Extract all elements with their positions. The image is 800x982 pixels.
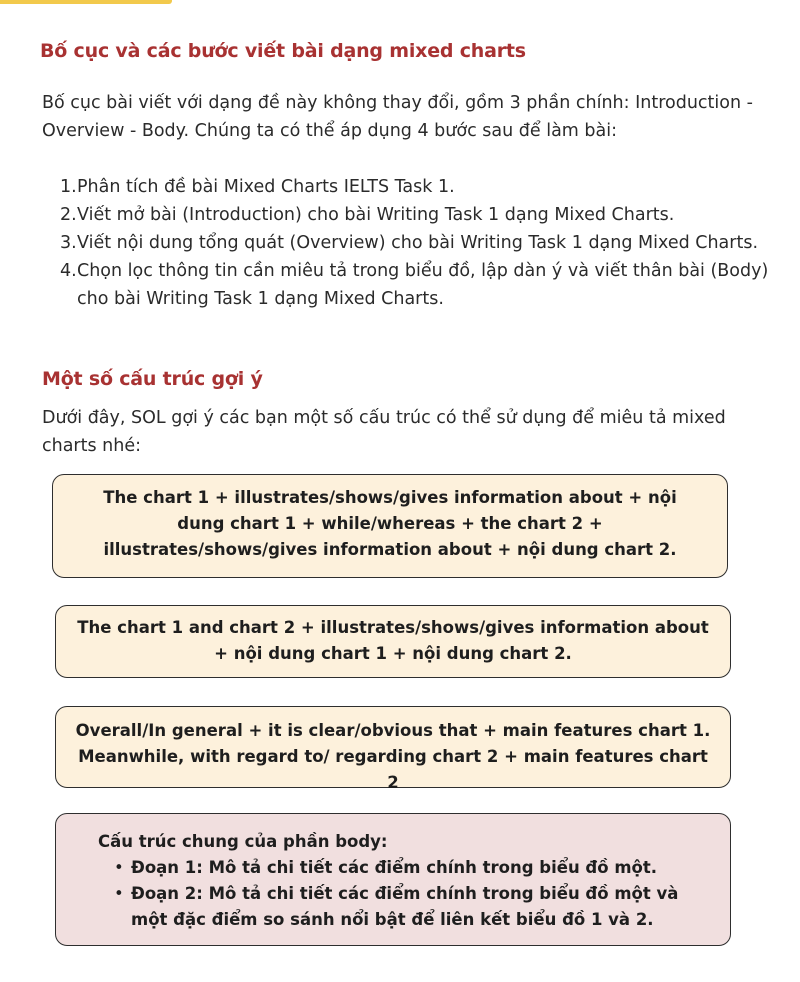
list-item — [98, 881, 710, 933]
section-title-suggested-structures: Một số cấu trúc gợi ý — [42, 368, 263, 390]
step-number: 1. — [60, 177, 77, 197]
bullet-icon: • — [114, 858, 124, 877]
structure-box-intro — [52, 474, 728, 578]
structure-text: Overall/In general + it is clear/obvious that + main features chart 1. Meanwhile, with regard to/ regarding chart 2 + main features chart 2 — [75, 721, 711, 792]
step-item — [42, 257, 772, 313]
step-text: Viết mở bài (Introduction) cho bài Writing Task 1 dạng Mixed Charts. — [77, 205, 675, 225]
body-paragraph-2-text: Đoạn 2: Mô tả chi tiết các điểm chính trong biểu đồ một và một đặc điểm so sánh nổi bật để liên kết biểu đồ 1 và 2. — [131, 884, 679, 929]
list-item — [98, 855, 710, 881]
structures-intro-paragraph: Dưới đây, SOL gợi ý các bạn một số cấu trúc có thể sử dụng để miêu tả mixed charts nhé: — [42, 408, 726, 456]
body-structure-list — [98, 855, 710, 933]
step-text: Chọn lọc thông tin cần miêu tả trong biểu đồ, lập dàn ý và viết thân bài (Body) cho bài Writing Task 1 dạng Mixed Charts. — [77, 261, 769, 309]
structure-text: The chart 1 and chart 2 + illustrates/shows/gives information about + nội dung chart 1 + nội dung chart 2. — [77, 618, 709, 663]
step-item — [42, 201, 772, 229]
step-number: 2. — [60, 205, 77, 225]
structure-box-overview — [55, 706, 731, 792]
top-accent-bar — [0, 0, 172, 4]
body-structure-title: Cấu trúc chung của phần body: — [98, 832, 388, 851]
step-item — [42, 173, 772, 201]
step-item — [42, 229, 772, 257]
step-text: Phân tích đề bài Mixed Charts IELTS Task 1. — [77, 177, 455, 197]
step-number: 4. — [60, 261, 77, 281]
bullet-icon: • — [114, 884, 124, 903]
structure-box-intro-alt — [55, 605, 731, 678]
body-paragraph-1-text: Đoạn 1: Mô tả chi tiết các điểm chính trong biểu đồ một. — [131, 858, 658, 877]
structure-text: The chart 1 + illustrates/shows/gives information about + nội dung chart 1 + while/whereas + the chart 2 + illustrates/shows/gives information about + nội dung chart 2. — [103, 488, 677, 559]
section-title-layout-steps: Bố cục và các bước viết bài dạng mixed charts — [40, 40, 526, 62]
writing-steps-list — [42, 173, 772, 313]
step-text: Viết nội dung tổng quát (Overview) cho bài Writing Task 1 dạng Mixed Charts. — [77, 233, 759, 253]
step-number: 3. — [60, 233, 77, 253]
body-structure-box — [55, 813, 731, 946]
layout-intro-paragraph: Bố cục bài viết với dạng đề này không thay đổi, gồm 3 phần chính: Introduction - Overview - Body. Chúng ta có thể áp dụng 4 bước sau để làm bài: — [42, 93, 753, 141]
